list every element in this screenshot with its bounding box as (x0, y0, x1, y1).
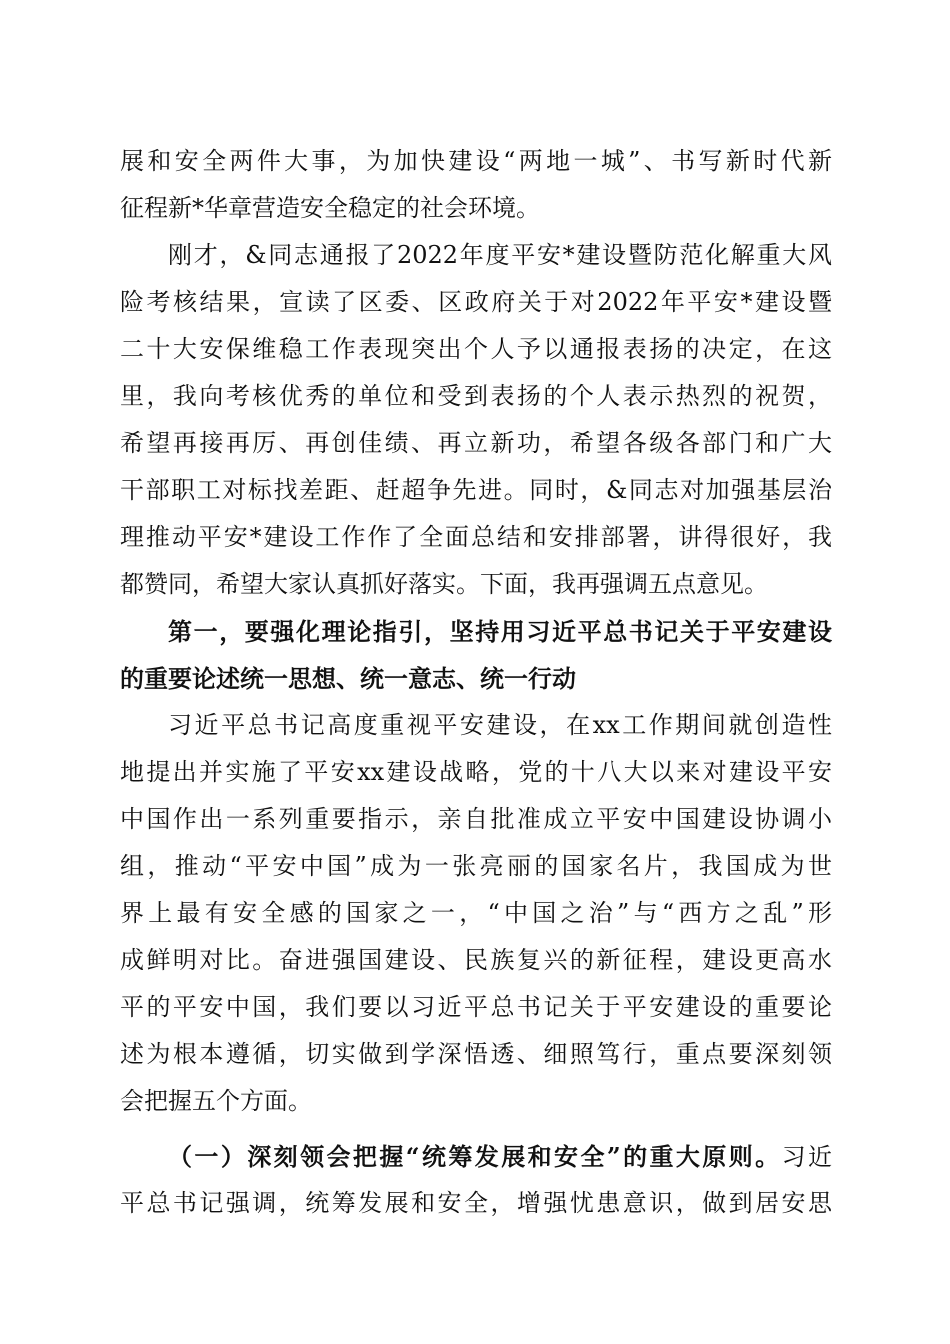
text-line: 刚才，&同志通报了2022年度平安*建设暨防范化解重大风 (168, 241, 832, 269)
text-line: 平总书记强调，统筹发展和安全，增强忧患意识，做到居安思 (120, 1189, 832, 1217)
paragraph (120, 1133, 832, 1227)
paragraph (120, 232, 832, 608)
text-line: 成鲜明对比。奋进强国建设、民族复兴的新征程，建设更高水 (120, 946, 832, 974)
text-line: 理推动平安*建设工作作了全面总结和安排部署，讲得很好，我 (120, 523, 832, 551)
text-line: 里，我向考核优秀的单位和受到表扬的个人表示热烈的祝贺， (120, 382, 832, 410)
text-line: 展和安全两件大事，为加快建设“两地一城”、书写新时代新 (120, 147, 832, 175)
text-line: 界上最有安全感的国家之一，“中国之治”与“西方之乱”形 (120, 899, 832, 927)
section-heading (120, 608, 832, 702)
text-fragment: 习近 (781, 1143, 833, 1171)
paragraph-spacing (120, 1125, 832, 1133)
text-line: 地提出并实施了平安xx建设战略，党的十八大以来对建设平安 (120, 758, 832, 786)
paragraph (120, 702, 832, 1125)
heading-line: 的重要论述统一思想、统一意志、统一行动 (120, 664, 576, 693)
text-line: 述为根本遵循，切实做到学深悟透、细照笃行，重点要深刻领 (120, 1040, 832, 1068)
text-line: 征程新*华章营造安全稳定的社会环境。 (120, 194, 540, 222)
text-line: 希望再接再厉、再创佳绩、再立新功，希望各级各部门和广大 (120, 429, 832, 457)
text-line (120, 1133, 832, 1180)
paragraph (120, 138, 832, 232)
text-line: 干部职工对标找差距、赶超争先进。同时，&同志对加强基层治 (120, 476, 832, 504)
text-line: 组，推动“平安中国”成为一张亮丽的国家名片，我国成为世 (120, 852, 832, 880)
heading-line: 第一，要强化理论指引，坚持用习近平总书记关于平安建设 (168, 617, 832, 646)
text-line: 平的平安中国，我们要以习近平总书记关于平安建设的重要论 (120, 993, 832, 1021)
text-line: 习近平总书记高度重视平安建设，在xx工作期间就创造性 (168, 711, 832, 739)
text-line: 险考核结果，宣读了区委、区政府关于对2022年平安*建设暨 (120, 288, 832, 316)
subsection-heading: （一）深刻领会把握“统筹发展和安全”的重大原则。 (168, 1142, 782, 1171)
text-line: 二十大安保维稳工作表现突出个人予以通报表扬的决定，在这 (120, 335, 832, 363)
text-line: 中国作出一系列重要指示，亲自批准成立平安中国建设协调小 (120, 805, 832, 833)
text-line: 都赞同，希望大家认真抓好落实。下面，我再强调五点意见。 (120, 570, 768, 598)
document-body (120, 138, 832, 1227)
text-line: 会把握五个方面。 (120, 1087, 312, 1115)
